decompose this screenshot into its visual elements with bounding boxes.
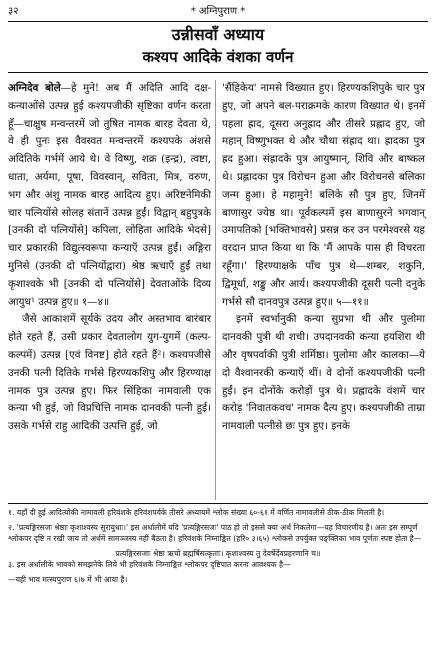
footnote-2: २. 'प्रत्यङ्गिरसजः श्रेष्ठाः कृशाश्वस्य सुरायुधाः।' इस अर्धालीमें यदि 'प्रत्यङ्गिरसजः' पाठ हो तो इससे क्या अर्थ निकलेगा—यह विचारणीय है। अतः इस सम्पूर्ण श्लोकपर दृष्टि न रखी जाय तो अर्थमें सामञ्जस्य नहीं बैठता है। हरिवंशके निम्नाङ्कित (हरि० ३।६५) श्लोकसे उपर्युक्त पङ्क्तिका भाव पूर्णतः स्पष्ट होता है— xyxy=(8,522,422,544)
page-header xyxy=(8,4,428,20)
right-paragraph-2: इनमें स्वर्भानुकी कन्या सुप्रभा थी और पुलोमा दानवकी पुत्री थी शची। उपदानवकी कन्या हयशिरा थी और वृषपर्वाकी पुत्री शर्मिष्ठा। पुलोमा और कालका—ये दो वैश्वानरकी कन्याएँ थीं। वे दोनों कश्यपजीकी पत्नी हुईं। इन दोनोंके करोड़ों पुत्र थे। प्रह्लादके वंशमें चार करोड़ 'निवातकवच' नामक दैत्य हुए। कश्यपजीकी ताम्रा नामवाली पत्नीसे छः पुत्र हुए। इनके xyxy=(222,313,425,433)
right-paragraph-1: 'सैंहिकेय' नामसे विख्यात हुए। हिरण्यकशिपुके चार पुत्र हुए, जो अपने बल-पराक्रमके कारण विख्यात थे। इनमें पहला ह्राद, दूसरा अनुह्राद और तीसरे प्रह्लाद हुए, जो महान् विष्णुभक्त थे और चौथा संह्राद था। ह्रादका पुत्र ह्रद हुआ। संह्रादके पुत्र आयुष्मान्, शिवि और बाष्कल थे। प्रह्लादका पुत्र विरोचन हुआ और विरोचनसे बलिका जन्म हुआ। हे महामुने! बलिके सौ पुत्र हुए, जिनमें बाणासुर ज्येष्ठ था। पूर्वकल्पमें इस बाणासुरने भगवान् उमापतिको [भक्तिभावसे] प्रसन्न कर उन परमेश्वरसे यह वरदान प्राप्त किया था कि 'मैं आपके पास ही विचरता रहूँगा।' हिरण्याक्षके पाँच पुत्र थे—शम्बर, शकुनि, द्विमूर्धा, शङ्कु और आर्य। कश्यपजीकी दूसरी पत्नी दनुके गर्भसे सौ दानवपुत्र उत्पन्न हुए॥ ५—११॥ xyxy=(222,82,425,308)
chapter-title: उन्नीसवाँ अध्याय xyxy=(171,25,265,44)
left-paragraph-2: जैसे आकाशमें सूर्यके उदय और अस्तभाव बारंबार होते रहते हैं, उसी प्रकार देवतालोग युग-युगमें (कल्प-कल्पमें) उत्पन्न [एवं विनष्ट] होते रहते हैं²। कश्यपजीसे उनकी पत्नी दितिके गर्भसे हिरण्यकशिपु और हिरण्याक्ष नामक पुत्र उत्पन्न हुए। फिर सिंहिका नामवाली एक कन्या भी हुई, जो विप्रचित्ति नामक दानवकी पत्नी हुई। उसके गर्भसे राहु आदिकी उत्पत्ति हुई, जो xyxy=(8,313,211,433)
running-title: * अग्निपुराण * xyxy=(190,6,246,17)
footnote-rule xyxy=(8,503,428,504)
left-paragraph-1 xyxy=(8,80,211,311)
left-column xyxy=(8,80,211,436)
header-rule xyxy=(8,21,428,22)
column-separator xyxy=(215,80,216,500)
page-number: ३२ xyxy=(8,6,19,17)
footnote-3: ३. इस अर्धालीके भावको समझनेके लिये भी हरिवंशके निम्नाङ्कित श्लोकपर दृष्टिपात करना आवश्यक है— xyxy=(8,560,291,570)
right-column xyxy=(222,80,425,436)
footnote-1: १. यहाँ दी हुई आदित्योंकी नामावली हरिवंशके हरिवंशपर्वके तीसरे अध्यायमें श्लोक संख्या ६०-६१ में वर्णित नामावलीसे ठीक-ठीक मिलती है। xyxy=(8,508,385,517)
title-rule xyxy=(8,72,428,73)
footnote-note: —यही भाव मत्स्यपुराण ६।७ में भी आया है। xyxy=(8,574,128,584)
speaker-label: अग्निदेव बोले xyxy=(8,82,61,94)
chapter-subtitle: कश्यप आदिके वंशका वर्णन xyxy=(142,48,294,66)
footnote-verse: प्रत्यङ्गिरसजाः श्रेष्ठा ऋचो ब्रह्मर्षिसत्कृताः। कृशाश्वस्य तु देवर्षेर्देवप्रहरणानि च॥ xyxy=(115,548,321,558)
footnotes xyxy=(8,507,428,586)
left-paragraph-1-text: —हे मुने! अब मैं अदिति आदि दक्ष-कन्याओंसे उत्पन्न हुई कश्यपजीकी सृष्टिका वर्णन करता हूँ—चाक्षुष मन्वन्तरमें जो तुषित नामक बारह देवता थे, वे ही पुनः इस वैवस्वत मन्वन्तरमें कश्यपके अंशसे अदितिके गर्भमें आये थे। वे विष्णु, शक्र (इन्द्र), त्वष्टा, धाता, अर्यमा, पूषा, विवस्वान्, सविता, मित्र, वरुण, भग और अंशु नामक बारह आदित्य हुए। अरिष्टनेमिकी चार पत्नियोंसे सोलह संतानें उत्पन्न हुईं। विद्वान् बहुपुत्रके [उनकी दो पत्नियोंसे] कपिला, लोहिता आदिके भेदसे] चार प्रकारकी विद्युत्स्वरूपा कन्याएँ उत्पन्न हुईं। अङ्गिरा मुनिसे (उनकी दो पत्नियोंद्वारा) श्रेष्ठ ऋचाएँ हुईं तथा कृशाश्वके भी [उनकी दो पत्नियोंसे] देवताओंके दिव्य आयुध¹ उत्पन्न हुए॥ १—४॥ xyxy=(8,82,212,308)
